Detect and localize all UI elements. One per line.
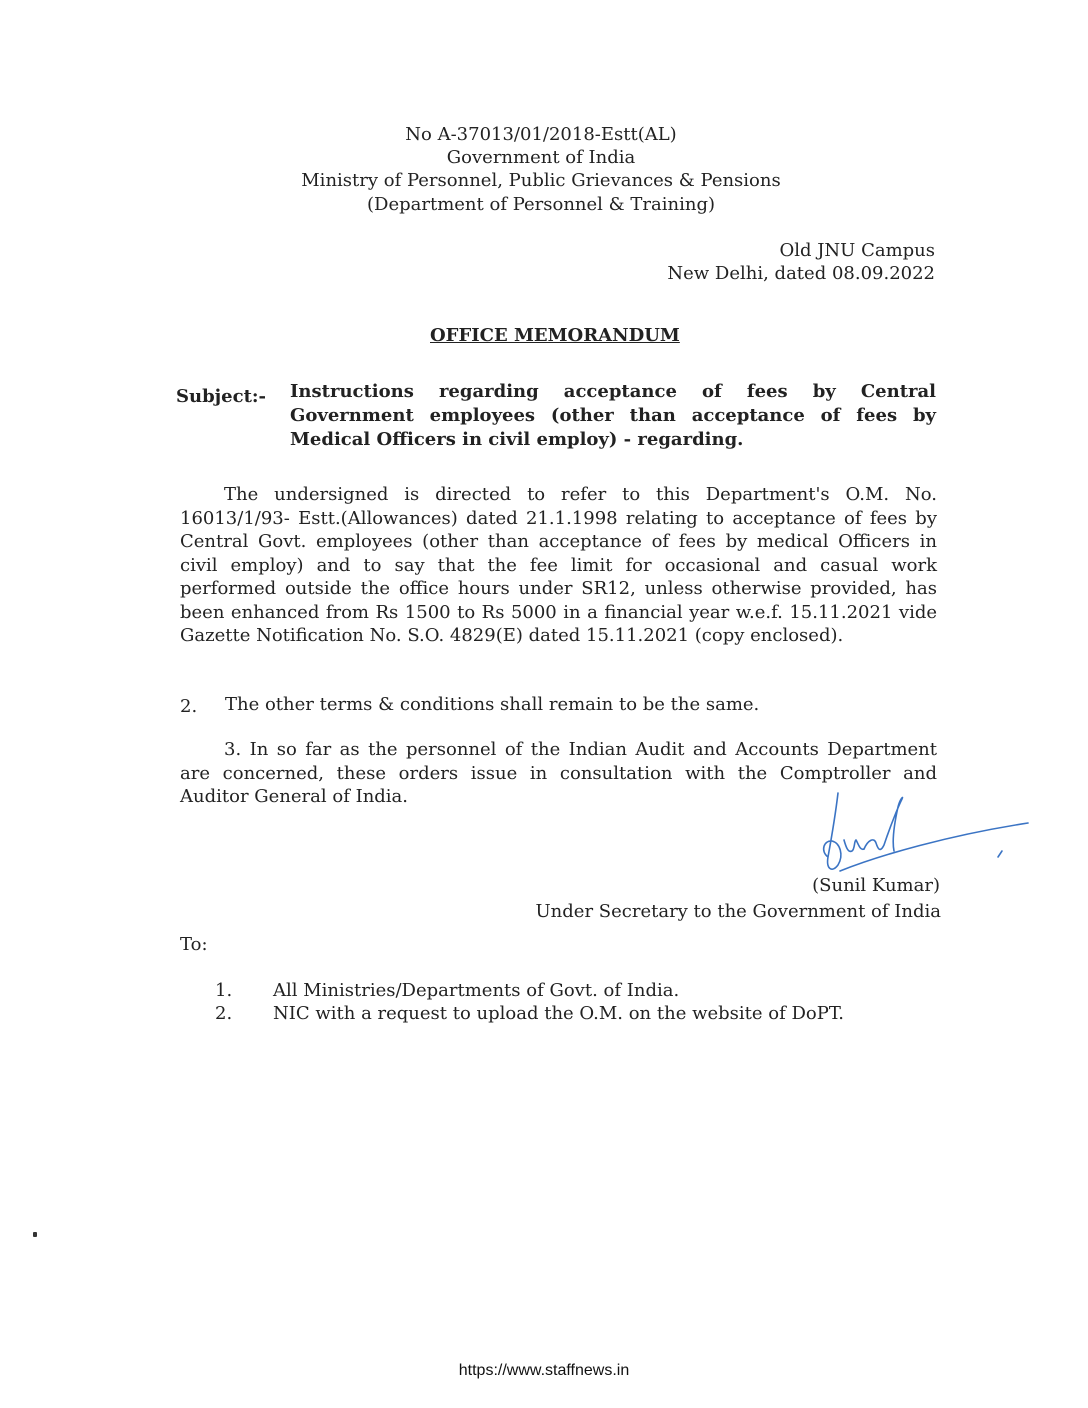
paragraph-3: In so far as the personnel of the Indian Audit and Accounts Department are concerned, these orders issue in consultation with the Comptroller and Auditor General of India. — [180, 739, 937, 807]
paragraph-3-number: 3. — [224, 739, 242, 760]
subject-label: Subject:- — [176, 386, 267, 407]
paragraph-2-number: 2. — [180, 696, 198, 717]
office-location: Old JNU Campus — [779, 240, 935, 261]
recipients-label: To: — [180, 934, 208, 955]
place-and-date: New Delhi, dated 08.09.2022 — [667, 263, 935, 284]
signatory-designation: Under Secretary to the Government of India — [535, 901, 941, 922]
recipient-number: 1. — [215, 980, 233, 1001]
footer-url: https://www.staffnews.in — [458, 1362, 630, 1379]
document-title: OFFICE MEMORANDUM — [430, 325, 680, 346]
recipient-item — [215, 979, 915, 1003]
paragraph-2: The other terms & conditions shall remain to be the same. — [225, 694, 760, 715]
recipient-text: NIC with a request to upload the O.M. on the website of DoPT. — [273, 1003, 844, 1024]
recipient-text: All Ministries/Departments of Govt. of India. — [273, 980, 680, 1001]
department-name: (Department of Personnel & Training) — [367, 194, 715, 215]
reference-number: No A-37013/01/2018-Estt(AL) — [405, 124, 677, 145]
government-name: Government of India — [446, 147, 636, 168]
recipient-item — [215, 1002, 915, 1026]
scan-speck — [33, 1232, 37, 1237]
paragraph-1: The undersigned is directed to refer to this Department's O.M. No. 16013/1/93- Estt.(Allowances) dated 21.1.1998 relating to acceptance of fees by Central Govt. employees (other than acceptance of fees by medical Officers in civil employ) and to say that the fee limit for occasional and casual work performed outside the office hours under SR12, unless otherwise provided, has been enhanced from Rs 1500 to Rs 5000 in a financial year w.e.f. 15.11.2021 vide Gazette Notification No. S.O. 4829(E) dated 15.11.2021 (copy enclosed). — [180, 484, 937, 646]
signatory-name: (Sunil Kumar) — [812, 875, 940, 896]
ministry-name: Ministry of Personnel, Public Grievances & Pensions — [301, 170, 781, 191]
recipient-number: 2. — [215, 1003, 233, 1024]
subject-text: Instructions regarding acceptance of fees by Central Government employees (other than acceptance of fees by Medical Officers in civil employ) - regarding. — [290, 381, 936, 450]
